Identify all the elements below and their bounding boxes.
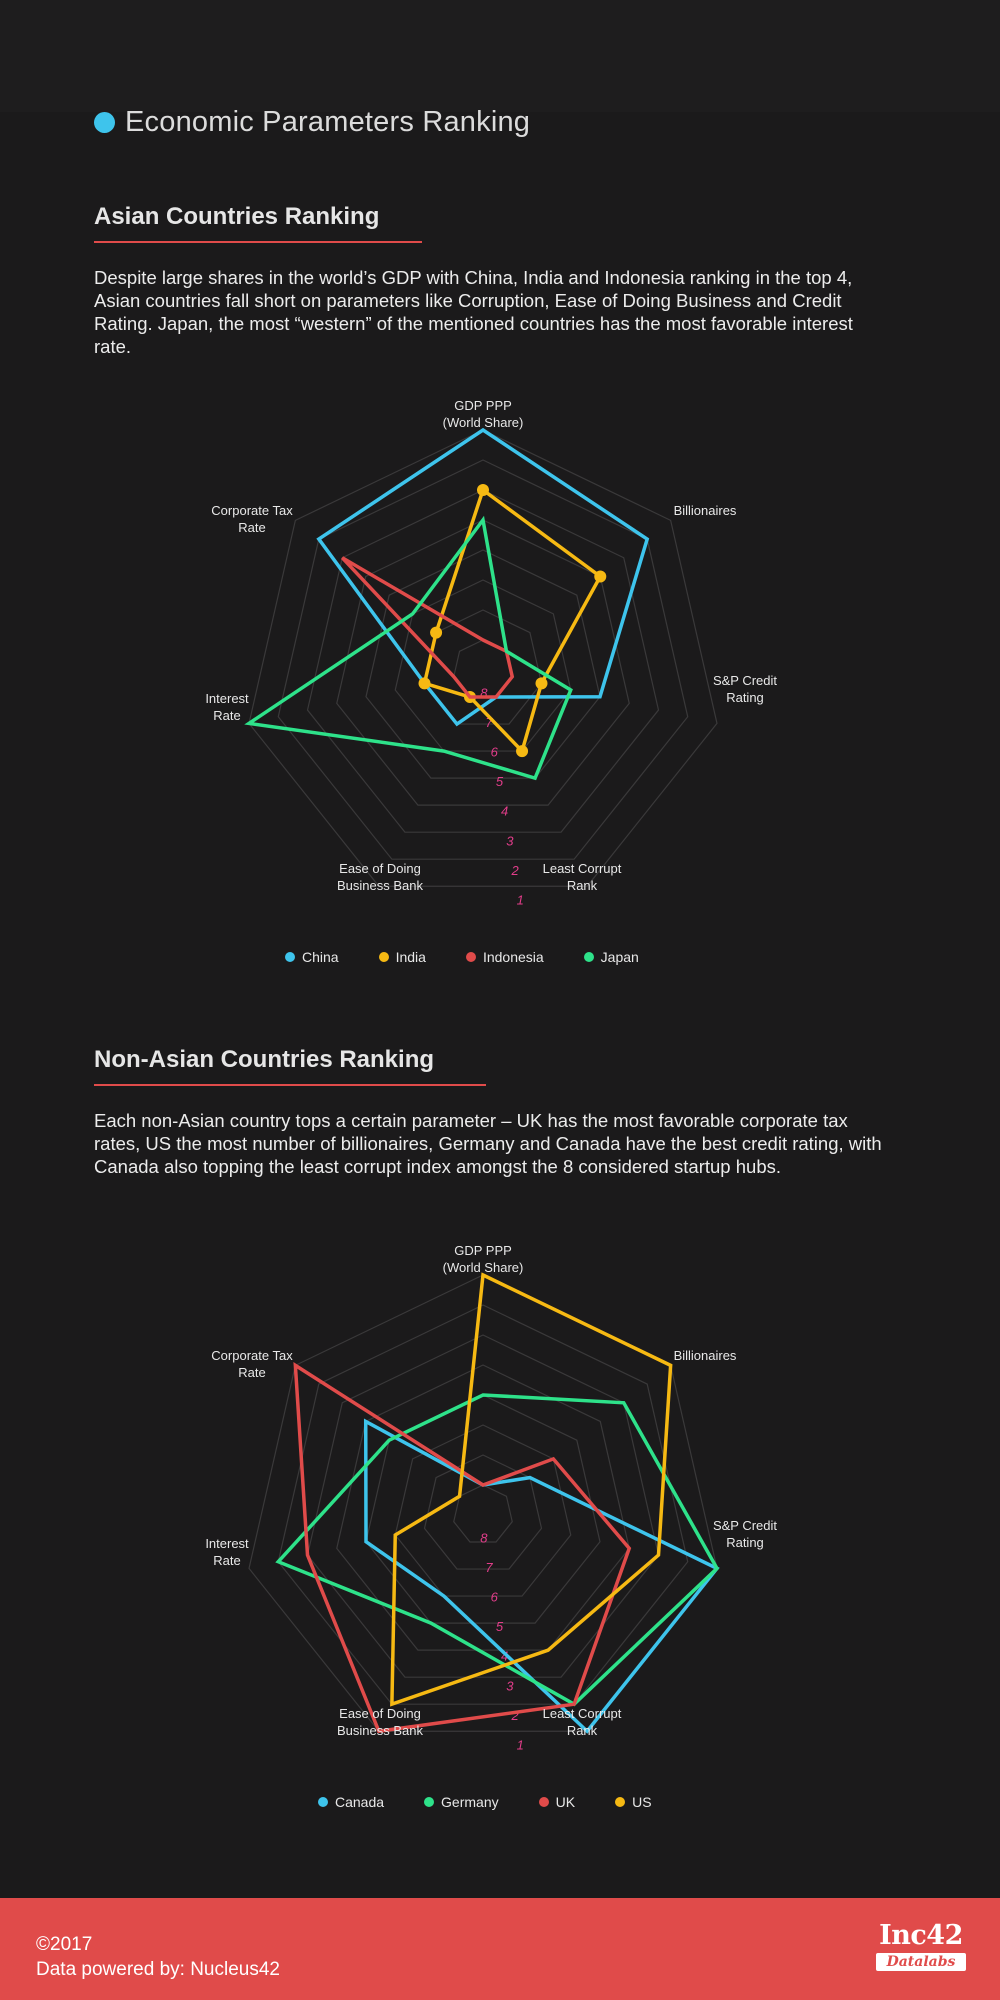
asian-section	[94, 203, 894, 358]
asian-ring-number: 4	[501, 803, 509, 819]
non-asian-axis-label: Ease of Doing Business Bank	[337, 1706, 423, 1738]
non-asian-paragraph: Each non-Asian country tops a certain parameter – UK has the most favorable corporate tax rates, US the most number of billionaires, Germany and Canada have the best credit rating, with Canada also topping the least corrupt index amongst the 8 considered startup hubs.	[94, 1110, 882, 1177]
legend-label: Germany	[441, 1794, 499, 1810]
legend-label: Japan	[600, 949, 639, 965]
asian-axis-label: S&P Credit Rating	[712, 673, 778, 705]
non-asian-axis-label: S&P Credit Rating	[712, 1518, 778, 1550]
asian-grid-ring-3	[308, 490, 659, 832]
footer-copyright: ©2017	[36, 1934, 93, 1955]
asian-point-india	[594, 570, 606, 582]
asian-axis-label: Ease of Doing Business Bank	[337, 861, 423, 893]
non-asian-ring-number: 7	[485, 1560, 493, 1576]
legend-item-china	[285, 949, 339, 965]
logo-main: Inc42	[879, 1920, 963, 1951]
legend-item-germany	[424, 1794, 499, 1810]
non-asian-legend	[318, 1794, 692, 1810]
asian-point-india	[419, 677, 431, 689]
legend-label: India	[395, 949, 426, 965]
asian-radar-chart	[0, 390, 1000, 930]
top-band	[0, 0, 1000, 112]
legend-item-indonesia	[466, 949, 544, 965]
asian-ring-number: 1	[516, 892, 524, 908]
non-asian-axis-label: Interest Rate	[205, 1536, 249, 1568]
non-asian-ring-number: 3	[506, 1678, 514, 1694]
footer	[0, 1898, 1000, 2000]
legend-item-japan	[584, 949, 639, 965]
asian-point-india	[430, 627, 442, 639]
legend-item-india	[379, 949, 426, 965]
legend-dot-icon	[318, 1797, 328, 1807]
legend-dot-icon	[584, 952, 594, 962]
legend-label: US	[632, 1794, 652, 1810]
page-title: Economic Parameters Ranking	[125, 106, 531, 138]
asian-point-india	[477, 484, 489, 496]
asian-section-title: Asian Countries Ranking	[94, 203, 380, 230]
non-asian-series-uk	[295, 1365, 629, 1731]
header-dot-icon	[94, 112, 115, 133]
non-asian-title-underline	[94, 1084, 486, 1086]
asian-point-india	[516, 745, 528, 757]
asian-ring-number: 7	[485, 715, 493, 731]
legend-dot-icon	[615, 1797, 625, 1807]
non-asian-radar-chart	[0, 1235, 1000, 1775]
non-asian-section-title: Non-Asian Countries Ranking	[94, 1046, 435, 1073]
legend-label: Canada	[335, 1794, 385, 1810]
legend-dot-icon	[424, 1797, 434, 1807]
non-asian-axis-label: GDP PPP (World Share)	[442, 1243, 524, 1275]
non-asian-radar-svg	[0, 1235, 1000, 1775]
legend-label: UK	[555, 1794, 576, 1810]
non-asian-grid-ring-7	[425, 1455, 542, 1569]
asian-axis-label: Billionaires	[673, 503, 737, 518]
asian-legend	[285, 949, 679, 965]
non-asian-ring-number: 8	[480, 1530, 488, 1546]
legend-dot-icon	[466, 952, 476, 962]
asian-title-underline	[94, 241, 422, 243]
asian-ring-number: 3	[506, 833, 514, 849]
non-asian-section	[94, 1046, 894, 1178]
asian-ring-number: 5	[495, 774, 504, 790]
legend-dot-icon	[285, 952, 295, 962]
footer-text	[36, 1932, 280, 1982]
asian-point-india	[535, 677, 547, 689]
asian-series-japan	[249, 520, 571, 778]
non-asian-series-germany	[278, 1395, 717, 1704]
legend-item-canada	[318, 1794, 384, 1810]
page-header	[94, 106, 530, 139]
asian-ring-number: 2	[511, 862, 519, 878]
asian-axis-label: Corporate Tax Rate	[211, 503, 293, 535]
legend-item-us	[615, 1794, 651, 1810]
asian-axis-label: Least Corrupt Rank	[542, 861, 622, 893]
logo-sub: Datalabs	[876, 1953, 966, 1971]
non-asian-axis-label: Corporate Tax Rate	[211, 1348, 293, 1380]
asian-axis-label: GDP PPP (World Share)	[442, 398, 524, 430]
legend-dot-icon	[379, 952, 389, 962]
non-asian-grid-ring-3	[308, 1335, 659, 1677]
non-asian-axis-label: Least Corrupt Rank	[542, 1706, 622, 1738]
non-asian-ring-number: 5	[495, 1619, 504, 1635]
non-asian-axis-label: Billionaires	[673, 1348, 737, 1363]
asian-axis-label: Interest Rate	[205, 691, 249, 723]
legend-label: China	[302, 949, 339, 965]
non-asian-ring-number: 4	[501, 1648, 509, 1664]
legend-label: Indonesia	[482, 949, 544, 965]
asian-radar-svg	[0, 390, 1000, 930]
non-asian-ring-number: 2	[511, 1707, 519, 1723]
asian-ring-number: 6	[490, 744, 498, 760]
asian-ring-number: 8	[480, 685, 488, 701]
footer-credit: Data powered by: Nucleus42	[36, 1959, 280, 1980]
logo	[876, 1920, 966, 1971]
non-asian-ring-number: 6	[490, 1589, 498, 1605]
asian-paragraph: Despite large shares in the world’s GDP with China, India and Indonesia ranking in the top 4, Asian countries fall short on parameters like Corruption, Ease of Doing Business and Credit Rating. Japan, the most “western” of the mentioned countries has the most favorable interest rate.	[94, 267, 853, 357]
non-asian-grid-ring-4	[337, 1365, 629, 1650]
legend-item-uk	[539, 1794, 575, 1810]
non-asian-ring-number: 1	[516, 1737, 524, 1753]
legend-dot-icon	[539, 1797, 549, 1807]
